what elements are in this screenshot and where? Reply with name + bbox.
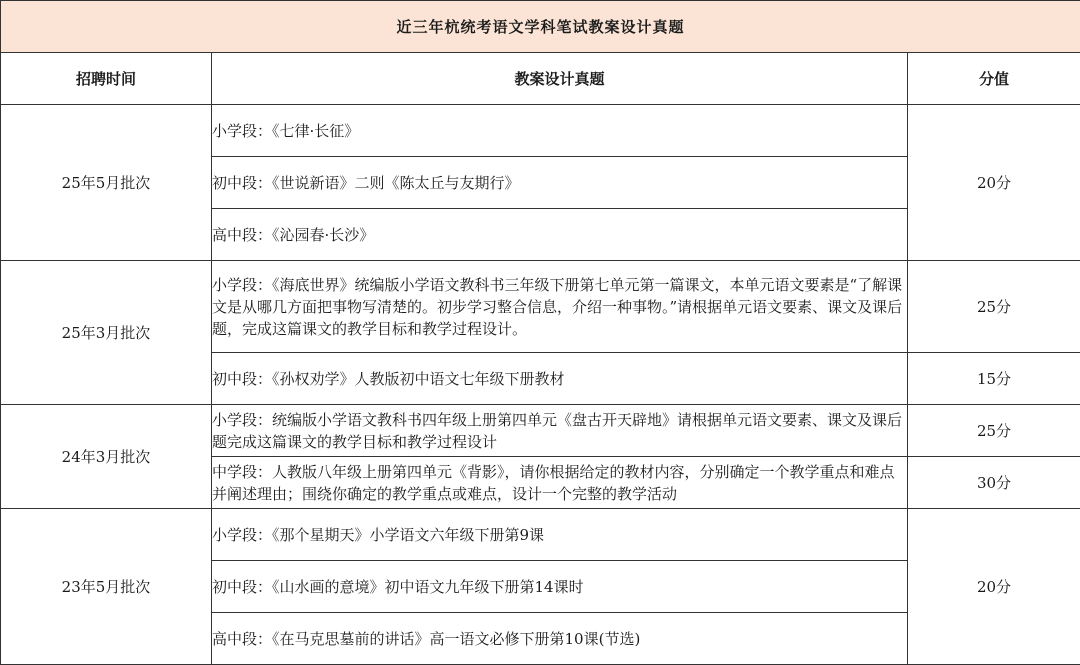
score-cell: 15分 [908,353,1080,405]
batch-cell: 23年5月批次 [1,509,212,665]
batch-cell: 25年5月批次 [1,105,212,261]
header-time: 招聘时间 [1,53,212,105]
question-cell: 初中段：《孙权劝学》人教版初中语文七年级下册教材 [212,353,908,405]
question-cell: 小学段：《海底世界》统编版小学语文教科书三年级下册第七单元第一篇课文，本单元语文要素是“了解课文是从哪几方面把事物写清楚的。初步学习整合信息，介绍一种事物。”请根据单元语文要素、课文及课后题，完成这篇课文的教学目标和教学过程设计。 [212,261,908,353]
table-row [1,405,1080,457]
score-cell: 25分 [908,261,1080,353]
table-row [1,261,1080,353]
header-score: 分值 [908,53,1080,105]
table-title: 近三年杭统考语文学科笔试教案设计真题 [1,1,1080,53]
table-row [1,105,1080,157]
question-cell: 小学段：《七律·长征》 [212,105,908,157]
question-cell: 小学段：统编版小学语文教科书四年级上册第四单元《盘古开天辟地》请根据单元语文要素、课文及课后题完成这篇课文的教学目标和教学过程设计 [212,405,908,457]
title-row [1,1,1080,53]
batch-cell: 25年3月批次 [1,261,212,405]
question-cell: 小学段：《那个星期天》小学语文六年级下册第9课 [212,509,908,561]
question-cell: 高中段：《在马克思墓前的讲话》高一语文必修下册第10课(节选) [212,613,908,665]
score-cell: 20分 [908,509,1080,665]
header-row [1,53,1080,105]
table-row [1,509,1080,561]
question-cell: 初中段：《世说新语》二则《陈太丘与友期行》 [212,157,908,209]
batch-cell: 24年3月批次 [1,405,212,509]
score-cell: 30分 [908,457,1080,509]
question-cell: 初中段：《山水画的意境》初中语文九年级下册第14课时 [212,561,908,613]
question-cell: 高中段：《沁园春·长沙》 [212,209,908,261]
header-question: 教案设计真题 [212,53,908,105]
score-cell: 25分 [908,405,1080,457]
score-cell: 20分 [908,105,1080,261]
question-cell: 中学段：人教版八年级上册第四单元《背影》，请你根据给定的教材内容，分别确定一个教学重点和难点并阐述理由；围绕你确定的教学重点或难点，设计一个完整的教学活动 [212,457,908,509]
